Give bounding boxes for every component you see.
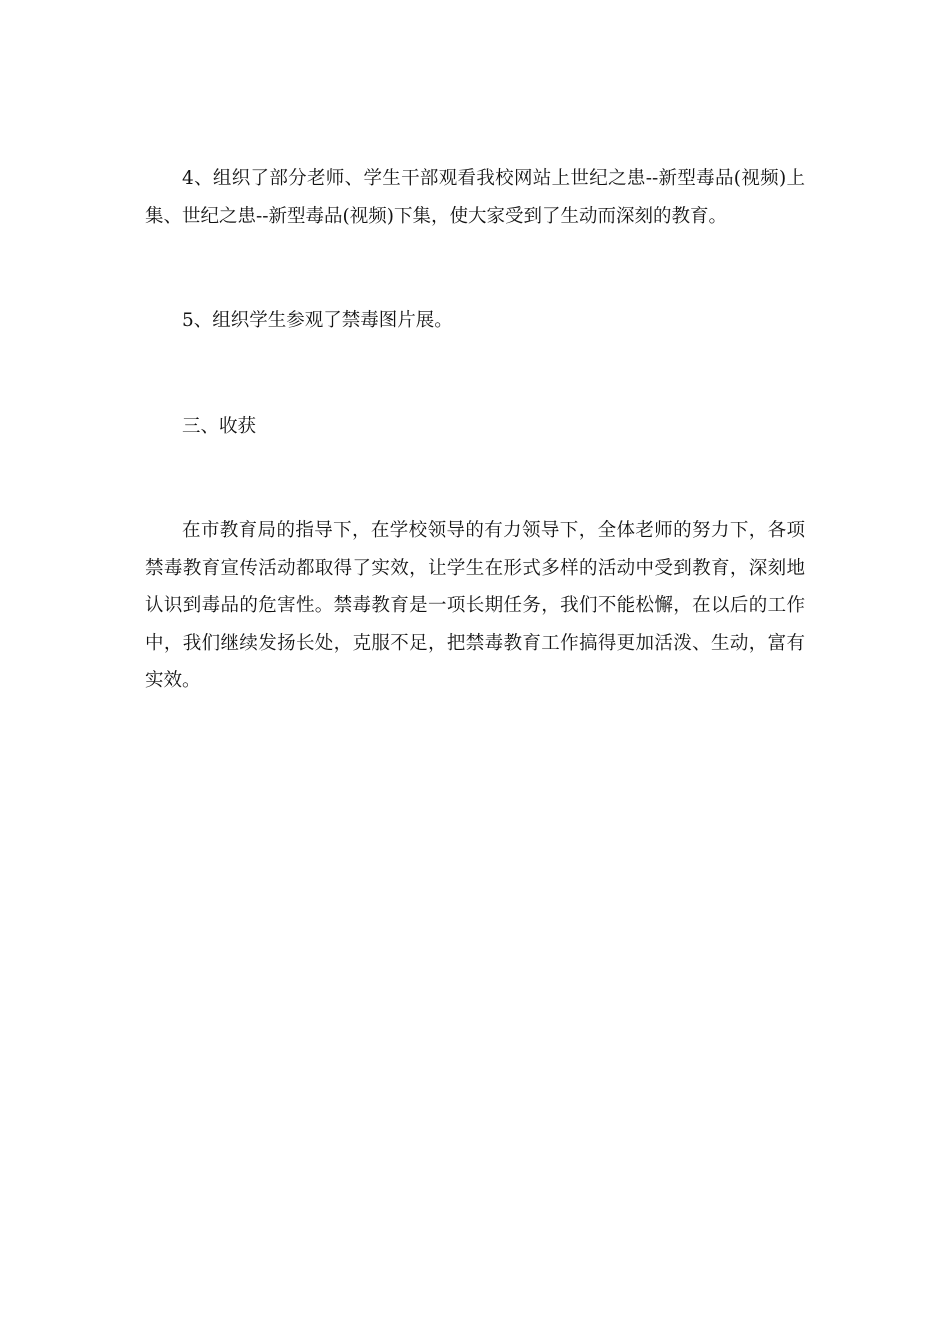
document-body: [145, 160, 805, 700]
paragraph-item-4: 4、组织了部分老师、学生干部观看我校网站上世纪之患--新型毒品(视频)上集、世纪之患--新型毒品(视频)下集，使大家受到了生动而深刻的教育。: [145, 168, 805, 227]
paragraph-summary: 在市教育局的指导下，在学校领导的有力领导下，全体老师的努力下，各项禁毒教育宣传活动都取得了实效，让学生在形式多样的活动中受到教育，深刻地认识到毒品的危害性。禁毒教育是一项长期任务，我们不能松懈，在以后的工作中，我们继续发扬长处，克服不足，把禁毒教育工作搞得更加活泼、生动，富有实效。: [145, 520, 805, 691]
paragraph-item-5: 5、组织学生参观了禁毒图片展。: [182, 310, 453, 331]
section-heading-harvest: 三、收获: [182, 415, 257, 437]
